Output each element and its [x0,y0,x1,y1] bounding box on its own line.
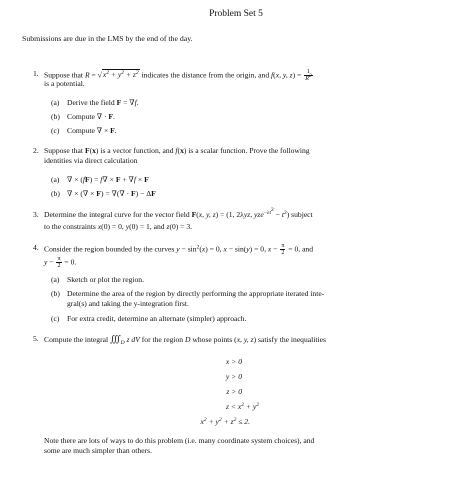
problem-2-number: 2. [33,146,39,155]
problem-2-line-1: Suppose that F(x) is a vector function, and f(x) is a scalar function. Prove the following [44,146,310,155]
problem-2b: (b) ∇ × (∇ × F) = ∇(∇ · F) − ΔF [51,189,156,198]
problem-4c: (c) For extra credit, determine an alternate (simpler) approach. [51,314,247,323]
problem-3-line-2: to the constraints x(0) = 0, y(0) = 1, and z(0) = 3. [44,222,193,231]
problem-1-line-2: is a potential. [44,79,85,88]
problem-1-line-1: Suppose that $R = √x^2 + y^2 + z^2$ indicates the distance from the origin, and f(x, y, z) = $\frac{1}{R^2}$ [44,69,312,82]
problem-4-number: 4. [33,243,39,252]
problem-4b: (b) Determine the area of the region by directly performing the appropriate iterated inte- [51,289,325,298]
problem-4b-continued: gral(s) and taking the y-integration first. [67,299,189,308]
submission-note: Submissions are due in the LMS by the end of the day. [22,34,193,43]
problem-3-number: 3. [33,210,39,219]
inequality-paraboloid: $z < x^2 + y^2$ [225,402,259,411]
problem-3-line-1: Determine the integral curve for the vector field F(x, y, z) = (1, 2λyz, $yze^{-\lambda t^2} - t^2$) subject [44,207,313,219]
problem-2-line-2: identities via direct calculation [44,156,138,165]
problem-5-note-1: Note there are lots of ways to do this problem (i.e. many coordinate system choices), and [44,436,315,445]
problem-5-note-2: some are much simpler than others. [44,446,152,455]
inequality-y: y > 0 [225,372,242,381]
problem-4-line-1: Consider the region bounded by the curves $y - \sin^2(x) = 0$, x − sin(y) = 0, x − $\frac{\pi}{2}$ = 0, and [44,243,314,256]
page-title: Problem Set 5 [209,9,263,19]
problem-1b: (b) Compute ∇ · F. [51,112,115,121]
inequality-z: z > 0 [226,387,242,396]
problem-4a: (a) Sketch or plot the region. [51,275,144,284]
problem-1a: (a) Derive the field F = ∇f. [51,98,139,107]
problem-5-line-1: Compute the integral $∭_D$ z dV for the region D whose points (x, y, z) satisfy the inequalities [44,334,326,346]
problem-5-number: 5. [33,334,39,343]
problem-4-line-2: y − $\frac{\pi}{2}$ = 0. [44,256,77,269]
inequality-sphere: $x^2 + y^2 + z^2 \le 2$. [200,417,250,426]
problem-1c: (c) Compute ∇ × F. [51,126,117,135]
inequality-x: x > 0 [225,357,242,366]
problem-2a: (a) ∇ × (fF) = f∇ × F + ∇f × F [51,175,149,184]
problem-1-number: 1. [33,69,39,78]
